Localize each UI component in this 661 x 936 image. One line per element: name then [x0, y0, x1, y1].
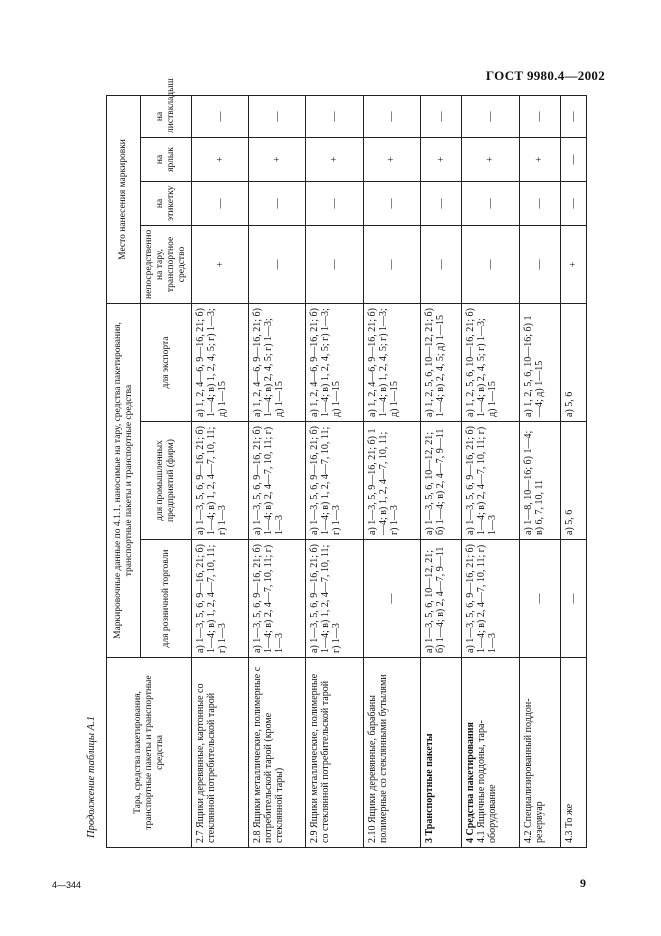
row-industrial: а) 1—3, 5, 6, 9—16, 21; б) 1—4; в) 1, 2, 4—7, 10, 11; г) 1—3 — [192, 422, 249, 540]
row-industrial: а) 1—3, 5, 6, 9—16, 21; б) 1—4; в) 2, 4—7, 10, 11; г) 1—3 — [462, 422, 519, 540]
row-item: 2.7 Ящики деревянные, картонные со стеклянной потребительской тарой — [192, 658, 249, 848]
row-industrial: а) 1—3, 5, 9—16, 21; б) 1—4; в) 1, 2, 4—7, 10, 11; г) 1—3 — [363, 422, 420, 540]
row-insert: — — [561, 95, 587, 137]
footer-code: 4—344 — [52, 880, 82, 890]
row-industrial: а) 5, 6 — [561, 422, 587, 540]
row-retail: а) 1—3, 5, 6, 9—16, 21; б) 1—4; в) 1, 2, 4—7, 10, 11; г) 1—3 — [306, 540, 363, 658]
row-insert: — — [306, 95, 363, 137]
table-row — [462, 95, 519, 847]
row-tag: + — [420, 137, 462, 181]
table-row — [249, 95, 306, 847]
col-export-header: для экспорта — [141, 303, 192, 421]
row-tag: + — [306, 137, 363, 181]
row-label: — — [462, 181, 519, 225]
table-row — [519, 95, 561, 847]
table-row — [192, 95, 249, 847]
row-item: 4.1 Ящичные поддоны, тара-оборудование — [476, 720, 499, 843]
row-retail: а) 1—3, 5, 6, 9—16, 21; б) 1—4; в) 2, 4—7, 10, 11; г) 1—3 — [462, 540, 519, 658]
group-data-header: Маркировочные данные по 4.1.1, наносимые на тару, средства пакетирования, транспортные пакеты и транспортные средства — [107, 303, 141, 657]
row-retail: — — [519, 540, 561, 658]
row-export: а) 1, 2, 4—6, 9—16, 21; б) 1—4; в) 2, 4, 5; г) 1—3; д) 1—15 — [249, 303, 306, 421]
row-export: а) 1, 2, 4—6, 9—16, 21; б) 1—4; в) 1, 2, 4, 5; г) 1—3; д) 1—15 — [306, 303, 363, 421]
row-export: а) 1, 2, 5, 6, 10—16, 21; б) 1—4; в) 2, 4, 5; г) 1—3; д) 1—15 — [462, 303, 519, 421]
row-direct: — — [363, 225, 420, 303]
row-insert: — — [420, 95, 462, 137]
table-row — [363, 95, 420, 847]
row-item: 4.3 То же — [561, 658, 587, 848]
row-retail: — — [561, 540, 587, 658]
row-direct: — — [420, 225, 462, 303]
col-direct-header: непосредственно на тару, транспортное средство — [141, 225, 192, 303]
row-label: — — [561, 181, 587, 225]
row-export: а) 1, 2, 4—6, 9—16, 21; б) 1—4; в) 1, 2, 4, 5; г) 1—3; д) 1—15 — [192, 303, 249, 421]
col-tag-header: на ярлык — [141, 137, 192, 181]
row-tag: + — [249, 137, 306, 181]
row-direct: — — [306, 225, 363, 303]
row-label: — — [363, 181, 420, 225]
row-insert: — — [192, 95, 249, 137]
row-tag: + — [192, 137, 249, 181]
row-insert: — — [519, 95, 561, 137]
row-tag: + — [519, 137, 561, 181]
row-export: а) 1, 2, 4—6, 9—16, 21; б) 1—4; в) 1, 2, 4, 5; г) 1—3; д) 1—15 — [363, 303, 420, 421]
row-direct: + — [192, 225, 249, 303]
table-row — [420, 95, 462, 847]
row-industrial: а) 1—3, 5, 6, 9—16, 21; б) 1—4; в) 2, 4—7, 10, 11; г) 1—3 — [249, 422, 306, 540]
row-insert: — — [462, 95, 519, 137]
row-insert: — — [363, 95, 420, 137]
table-row — [306, 95, 363, 847]
table-continuation-label: Продолжение таблицы А.1 — [86, 716, 97, 838]
row-tag: + — [462, 137, 519, 181]
row-direct: — — [249, 225, 306, 303]
col-insert-header: на листвкладыш — [141, 95, 192, 137]
row-export: а) 1, 2, 5, 6, 10—12, 21; б) 1—4; в) 2, 4, 5; д) 1—15 — [420, 303, 462, 421]
row-industrial: а) 1—8, 10—16; б) 1—4; в) 6, 7, 10, 11 — [519, 422, 561, 540]
col-industrial-header: для промышленных предприятий (фирм) — [141, 422, 192, 540]
row-item: 4.2 Специализированный поддон-резервуар — [519, 658, 561, 848]
row-export: а) 1, 2, 5, 6, 10—16; б) 1—4; д) 1—15 — [519, 303, 561, 421]
row-item: 2.8 Ящики металлические, полимерные с потребительской тарой (кроме стеклянной тары) — [249, 658, 306, 848]
table-row — [561, 95, 587, 847]
row-retail: а) 1—3, 5, 6, 10—12, 21; б) 1—4; в) 2, 4—7, 9—11 — [420, 540, 462, 658]
col-item-header: Тара, средства пакетирования, транспортные пакеты и транспортные средства — [107, 658, 192, 848]
row-item: 3 Транспортные пакеты — [420, 658, 462, 848]
row-label: — — [249, 181, 306, 225]
group-place-header: Место нанесения маркировки — [107, 95, 141, 303]
section-heading: 4 Средства пакетирования — [465, 722, 477, 843]
row-direct: — — [519, 225, 561, 303]
row-retail: а) 1—3, 5, 6, 9—16, 21; б) 1—4; в) 1, 2, 4—7, 10, 11; г) 1—3 — [192, 540, 249, 658]
row-label: — — [306, 181, 363, 225]
row-industrial: а) 1—3, 5, 6, 10—12, 21; б) 1—4; в) 2, 4—7, 9—11 — [420, 422, 462, 540]
row-insert: — — [249, 95, 306, 137]
col-label-header: на этикетку — [141, 181, 192, 225]
rotated-table-block — [82, 78, 587, 848]
row-direct: + — [561, 225, 587, 303]
row-item: 2.10 Ящики деревянные, барабаны полимерные со стеклянными бутылями — [363, 658, 420, 848]
row-direct: — — [462, 225, 519, 303]
row-item-cell — [462, 658, 519, 848]
col-retail-header: для розничной торговли — [141, 540, 192, 658]
standard-number: ГОСТ 9980.4—2002 — [485, 68, 605, 83]
page-number: 9 — [580, 876, 586, 890]
row-label: — — [420, 181, 462, 225]
row-industrial: а) 1—3, 5, 6, 9—16, 21; б) 1—4; в) 1, 2, 4—7, 10, 11; г) 1—3 — [306, 422, 363, 540]
marking-table — [106, 78, 587, 848]
row-retail: а) 1—3, 5, 6, 9—16, 21; б) 1—4; в) 2, 4—7, 10, 11; г) 1—3 — [249, 540, 306, 658]
row-label: — — [192, 181, 249, 225]
row-retail: — — [363, 540, 420, 658]
row-label: — — [519, 181, 561, 225]
row-tag: — — [561, 137, 587, 181]
row-tag: + — [363, 137, 420, 181]
row-export: а) 5, 6 — [561, 303, 587, 421]
row-item: 2.9 Ящики металлические, полимерные со стеклянной потребительской тарой — [306, 658, 363, 848]
